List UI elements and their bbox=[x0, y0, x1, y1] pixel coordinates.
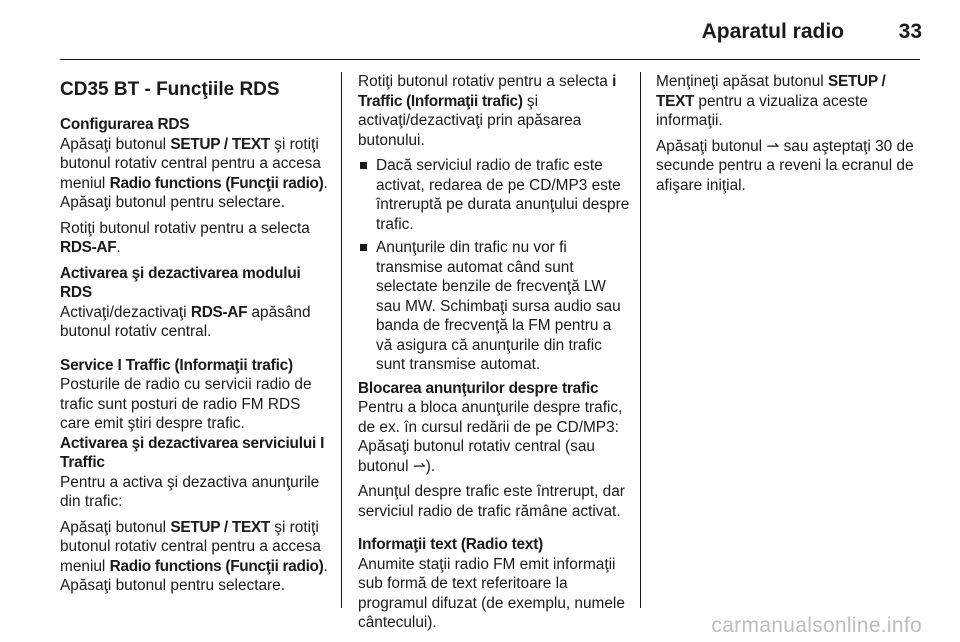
column-divider bbox=[640, 72, 641, 608]
bullet-list bbox=[358, 156, 630, 375]
paragraph: Apăsaţi butonul SETUP / TEXT şi rotiţi butonul rotativ central pentru a accesa meniul Radio functions (Funcţii radio). Apăsaţi butonul pentru selectare. bbox=[60, 135, 328, 211]
page-title: Aparatul radio bbox=[701, 20, 844, 43]
paragraph: Rotiţi butonul rotativ pentru a selecta i Traffic (Informaţii trafic) şi activaţi/dezactivaţi prin apăsarea butonului. bbox=[358, 73, 617, 149]
paragraph: Anumite staţii radio FM emit informaţii sub formă de text referitoare la programul difuzat (de exemplu, numele cântecului). bbox=[358, 555, 625, 631]
subheading-rds-setup: Configurarea RDS bbox=[60, 116, 190, 133]
paragraph: Apăsaţi butonul SETUP / TEXT şi rotiţi butonul rotativ central pentru a accesa meniul Radio functions (Funcţii radio). Apăsaţi butonul pentru selectare. bbox=[60, 518, 328, 594]
page-header bbox=[0, 0, 960, 62]
column-middle bbox=[358, 72, 630, 633]
paragraph: Rotiţi butonul rotativ pentru a selecta RDS-AF. bbox=[60, 219, 310, 256]
column-divider bbox=[341, 72, 342, 608]
subheading-traffic-service: Service I Traffic (Informaţii trafic) bbox=[60, 356, 293, 374]
paragraph: Anunţul despre trafic este întrerupt, dar serviciul radio de trafic rămâne activat. bbox=[358, 483, 625, 520]
list-item: Dacă serviciul radio de trafic este activat, redarea de pe CD/MP3 este întreruptă pe durata anunţului despre trafic. bbox=[358, 156, 630, 234]
subheading-block-traffic: Blocarea anunţurilor despre trafic bbox=[358, 379, 599, 397]
bullet-square-icon bbox=[360, 244, 367, 251]
subheading-rds-toggle: Activarea şi dezactivarea modului RDS bbox=[60, 264, 301, 301]
back-arrow-icon: ⇀ bbox=[766, 137, 780, 155]
watermark: carmanualsonline.info bbox=[711, 614, 922, 637]
subheading-radio-text: Informaţii text (Radio text) bbox=[358, 536, 544, 553]
page-number: 33 bbox=[898, 20, 922, 43]
bullet-square-icon bbox=[360, 162, 367, 169]
paragraph: Activaţi/dezactivaţi RDS-AF apăsând butonul rotativ central. bbox=[60, 303, 311, 340]
column-right bbox=[656, 72, 926, 201]
section-heading: CD35 BT - Funcţiile RDS bbox=[60, 79, 280, 100]
paragraph: Pentru a activa şi dezactiva anunţurile din trafic: bbox=[60, 473, 320, 510]
back-arrow-icon: ⇀ bbox=[412, 457, 426, 475]
list-item: Anunţurile din trafic nu vor fi transmise automat când sunt selectate benzile de frecvenţă LW sau MW. Schimbaţi sursa audio sau banda de frecvenţă la FM pentru a vă asigura că anunţurile din trafic sunt transmise automat. bbox=[358, 238, 630, 375]
paragraph: Apăsaţi butonul ⇀ sau aşteptaţi 30 de secunde pentru a reveni la ecranul de afişare iniţial. bbox=[656, 137, 914, 194]
paragraph: Pentru a bloca anunţurile despre trafic, de ex. în cursul redării de pe CD/MP3: Apăsaţi butonul rotativ central (sau butonul ⇀). bbox=[358, 399, 623, 475]
subheading-traffic-toggle: Activarea şi dezactivarea serviciului I Traffic bbox=[60, 434, 325, 471]
paragraph: Posturile de radio cu servicii radio de trafic sunt posturi de radio FM RDS care emit ştiri despre trafic. bbox=[60, 376, 312, 432]
header-rule bbox=[60, 59, 920, 60]
paragraph: Menţineţi apăsat butonul SETUP / TEXT pentru a vizualiza aceste informaţii. bbox=[656, 73, 886, 129]
column-left bbox=[60, 72, 334, 602]
